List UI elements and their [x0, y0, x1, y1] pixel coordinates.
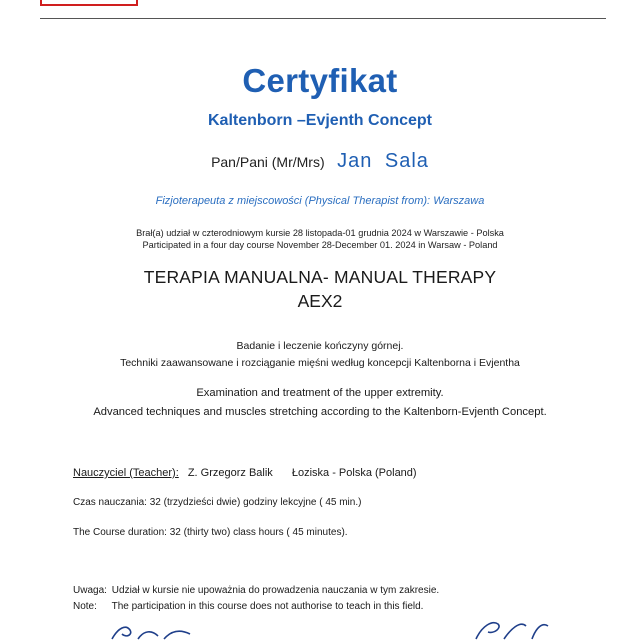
note-polish-row	[73, 585, 439, 596]
note-polish-label: Uwaga:	[73, 585, 107, 596]
salutation-label: Pan/Pani (Mr/Mrs)	[211, 154, 325, 170]
organization-logo	[40, 0, 138, 6]
teacher-row	[73, 467, 417, 479]
header-rule	[40, 18, 606, 19]
signature-left	[108, 622, 198, 640]
certificate-title: Certyfikat	[242, 62, 398, 99]
note-english-label: Note:	[73, 601, 97, 612]
origin-city: Warszawa	[433, 195, 485, 207]
recipient-name: Jan Sala	[337, 150, 429, 172]
topic-polish-line-2: Techniki zaawansowane i rozciąganie mięśni według koncepcji Kaltenborna i Evjentha	[120, 357, 520, 369]
participation-polish: Brał(a) udział w czterodniowym kursie 28 listopada-01 grudnia 2024 w Warszawie - Polska	[136, 228, 504, 238]
topic-polish-line-1: Badanie i leczenie kończyny górnej.	[236, 340, 404, 352]
origin-label: Fizjoterapeuta z miejscowości (Physical Therapist from):	[155, 195, 431, 207]
topic-english-line-2: Advanced techniques and muscles stretching according to the Kaltenborn-Evjenth Concept.	[93, 406, 547, 418]
note-english-row	[73, 601, 423, 612]
note-polish-text: Udział w kursie nie upoważnia do prowadzenia nauczania w tym zakresie.	[111, 585, 440, 596]
concept-subtitle: Kaltenborn –Evjenth Concept	[207, 112, 433, 129]
topic-english-line-1: Examination and treatment of the upper extremity.	[196, 387, 444, 399]
teacher-name: Z. Grzegorz Balik	[187, 467, 273, 479]
course-name: TERAPIA MANUALNA- MANUAL THERAPY	[143, 267, 497, 287]
origin-line	[0, 195, 640, 207]
participation-english: Participated in a four day course November 28-December 01. 2024 in Warsaw - Poland	[142, 240, 498, 250]
recipient-row	[0, 150, 640, 173]
hours-polish: Czas nauczania: 32 (trzydzieści dwie) godziny lekcyjne ( 45 min.)	[73, 497, 362, 508]
hours-english: The Course duration: 32 (thirty two) class hours ( 45 minutes).	[73, 527, 348, 538]
teacher-label: Nauczyciel (Teacher):	[73, 467, 179, 479]
teacher-location: Łoziska - Polska (Poland)	[291, 467, 417, 479]
signature-right	[470, 618, 560, 640]
note-english-text: The participation in this course does not authorise to teach in this field.	[111, 601, 424, 612]
course-code: AEX2	[297, 291, 343, 311]
